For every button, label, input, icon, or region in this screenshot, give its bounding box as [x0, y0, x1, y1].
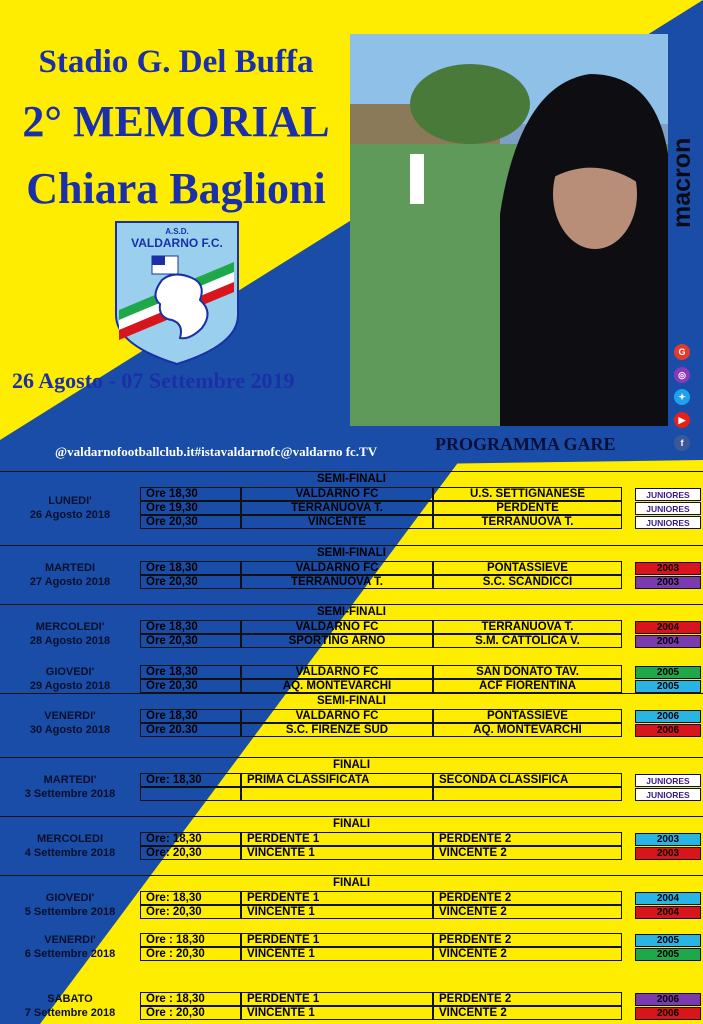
- kickoff-time: Ore 20,30: [140, 575, 241, 589]
- away-team: TERRANUOVA T.: [433, 620, 622, 634]
- category-badge: 2006: [635, 724, 701, 737]
- match-day: [0, 933, 140, 961]
- kickoff-time: Ore : 20,30: [140, 1006, 241, 1020]
- match-day: [0, 561, 140, 589]
- kickoff-time: Ore 20,30: [140, 634, 241, 648]
- kickoff-time: Ore: 18,30: [140, 773, 241, 787]
- kickoff-time: Ore 20,30: [140, 515, 241, 529]
- kickoff-time: Ore : 20,30: [140, 947, 241, 961]
- category-badge: JUNIORES: [635, 788, 701, 801]
- match-day: [0, 773, 140, 801]
- home-team: PERDENTE 1: [241, 832, 433, 846]
- away-team: S.C. SCANDICCI: [433, 575, 622, 589]
- kickoff-time: Ore 20,30: [140, 679, 241, 693]
- home-team: VINCENTE 1: [241, 905, 433, 919]
- weekday: VENERDI': [44, 710, 96, 722]
- event-dates: 26 Agosto - 07 Settembre 2019: [12, 368, 295, 393]
- category-badge: 2005: [635, 680, 701, 693]
- kickoff-time: Ore 18,30: [140, 487, 241, 501]
- away-team: PONTASSIEVE: [433, 709, 622, 723]
- macron-logo: [668, 120, 698, 230]
- match-date: 6 Settembre 2018: [24, 948, 116, 960]
- round-header: FINALI: [0, 757, 703, 773]
- away-team: S.M. CATTOLICA V.: [433, 634, 622, 648]
- category-badge: 2005: [635, 666, 701, 679]
- category-badge: 2004: [635, 635, 701, 648]
- kickoff-time: Ore 20.30: [140, 723, 241, 737]
- home-team: VALDARNO FC: [241, 561, 433, 575]
- memorial-photo: [350, 34, 668, 426]
- category-badge: 2004: [635, 906, 701, 919]
- home-team: PRIMA CLASSIFICATA: [241, 773, 433, 787]
- away-team: SECONDA CLASSIFICA: [433, 773, 622, 787]
- away-team: PERDENTE: [433, 501, 622, 515]
- away-team: TERRANUOVA T.: [433, 515, 622, 529]
- category-badge: JUNIORES: [635, 488, 701, 501]
- logo-top-text: A.S.D.: [165, 227, 189, 236]
- category-badge: JUNIORES: [635, 774, 701, 787]
- memorial-name: Chiara Baglioni: [26, 164, 326, 213]
- weekday: SABATO: [47, 993, 93, 1005]
- kickoff-time: Ore 18,30: [140, 709, 241, 723]
- category-badge: JUNIORES: [635, 516, 701, 529]
- away-team: ACF FIORENTINA: [433, 679, 622, 693]
- away-team: [433, 787, 622, 801]
- away-team: AQ. MONTEVARCHI: [433, 723, 622, 737]
- home-team: PERDENTE 1: [241, 933, 433, 947]
- home-team: SPORTING ARNO: [241, 634, 433, 648]
- kickoff-time: [140, 787, 241, 801]
- match-day: [0, 709, 140, 737]
- round-header: SEMI-FINALI: [0, 604, 703, 620]
- away-team: VINCENTE 2: [433, 1006, 622, 1020]
- round-header: FINALI: [0, 875, 703, 891]
- weekday: MERCOLEDI: [37, 833, 103, 845]
- match-date: 29 Agosto 2018: [29, 680, 111, 692]
- match-date: 30 Agosto 2018: [29, 724, 111, 736]
- kickoff-time: Ore : 18,30: [140, 992, 241, 1006]
- category-badge: 2003: [635, 562, 701, 575]
- logo-name: VALDARNO F.C.: [131, 236, 223, 250]
- kickoff-time: Ore 18,30: [140, 665, 241, 679]
- away-team: VINCENTE 2: [433, 846, 622, 860]
- stadium-title: Stadio G. Del Buffa: [38, 44, 314, 80]
- home-team: VINCENTE 1: [241, 846, 433, 860]
- weekday: MARTEDI': [43, 774, 97, 786]
- round-header: FINALI: [0, 816, 703, 832]
- memorial-title: 2° MEMORIAL: [22, 97, 330, 146]
- category-badge: 2003: [635, 847, 701, 860]
- kickoff-time: Ore 18,30: [140, 561, 241, 575]
- match-date: 5 Settembre 2018: [24, 906, 116, 918]
- home-team: VALDARNO FC: [241, 620, 433, 634]
- round-header: SEMI-FINALI: [0, 471, 703, 487]
- home-team: VINCENTE: [241, 515, 433, 529]
- home-team: VALDARNO FC: [241, 709, 433, 723]
- home-team: S.C. FIRENZE SUD: [241, 723, 433, 737]
- match-date: 3 Settembre 2018: [24, 788, 116, 800]
- category-badge: 2006: [635, 1007, 701, 1020]
- away-team: PONTASSIEVE: [433, 561, 622, 575]
- category-badge: 2003: [635, 576, 701, 589]
- program-label: PROGRAMMA GARE: [435, 434, 616, 454]
- match-date: 27 Agosto 2018: [29, 576, 111, 588]
- facebook-icon[interactable]: f: [674, 435, 690, 451]
- kickoff-time: Ore: 18,30: [140, 891, 241, 905]
- home-team: PERDENTE 1: [241, 891, 433, 905]
- weekday: LUNEDI': [48, 495, 92, 507]
- match-day: [0, 832, 140, 860]
- kickoff-time: Ore: 20,30: [140, 905, 241, 919]
- category-badge: JUNIORES: [635, 502, 701, 515]
- match-date: 7 Settembre 2018: [24, 1007, 116, 1019]
- round-header: SEMI-FINALI: [0, 693, 703, 709]
- match-day: [0, 665, 140, 693]
- kickoff-time: Ore : 18,30: [140, 933, 241, 947]
- weekday: VENERDI': [44, 934, 96, 946]
- category-badge: 2005: [635, 948, 701, 961]
- away-team: SAN DONATO TAV.: [433, 665, 622, 679]
- valdarno-logo: [114, 220, 240, 366]
- category-badge: 2004: [635, 892, 701, 905]
- match-date: 26 Agosto 2018: [29, 509, 111, 521]
- away-team: U.S. SETTIGNANESE: [433, 487, 622, 501]
- home-team: VALDARNO FC: [241, 487, 433, 501]
- category-badge: 2005: [635, 934, 701, 947]
- match-day: [0, 891, 140, 919]
- category-badge: 2006: [635, 993, 701, 1006]
- category-badge: 2006: [635, 710, 701, 723]
- home-team: [241, 787, 433, 801]
- weekday: GIOVEDI': [45, 892, 95, 904]
- youtube-icon[interactable]: ▶: [674, 412, 690, 428]
- google-plus-icon[interactable]: G: [674, 344, 690, 360]
- away-team: PERDENTE 2: [433, 891, 622, 905]
- svg-text:macron: macron: [668, 137, 696, 228]
- category-badge: 2003: [635, 833, 701, 846]
- kickoff-time: Ore 18,30: [140, 620, 241, 634]
- instagram-icon[interactable]: ◎: [674, 367, 690, 383]
- contact-handles: @valdarnofootballclub.it#istavaldarnofc@valdarno fc.TV: [55, 444, 378, 459]
- home-team: VINCENTE 1: [241, 947, 433, 961]
- match-day: [0, 992, 140, 1020]
- away-team: VINCENTE 2: [433, 947, 622, 961]
- weekday: GIOVEDI': [45, 666, 95, 678]
- away-team: VINCENTE 2: [433, 905, 622, 919]
- away-team: PERDENTE 2: [433, 992, 622, 1006]
- category-badge: 2004: [635, 621, 701, 634]
- home-team: TERRANUOVA T.: [241, 575, 433, 589]
- home-team: TERRANUOVA T.: [241, 501, 433, 515]
- home-team: VINCENTE 1: [241, 1006, 433, 1020]
- match-day: [0, 494, 140, 522]
- match-day: [0, 620, 140, 648]
- home-team: VALDARNO FC: [241, 665, 433, 679]
- home-team: PERDENTE 1: [241, 992, 433, 1006]
- match-date: 4 Settembre 2018: [24, 847, 116, 859]
- twitter-icon[interactable]: ✦: [674, 389, 690, 405]
- round-header: SEMI-FINALI: [0, 545, 703, 561]
- weekday: MARTEDI: [44, 562, 96, 574]
- kickoff-time: Ore: 20,30: [140, 846, 241, 860]
- weekday: MERCOLEDI': [35, 621, 105, 633]
- away-team: PERDENTE 2: [433, 933, 622, 947]
- kickoff-time: Ore 19,30: [140, 501, 241, 515]
- away-team: PERDENTE 2: [433, 832, 622, 846]
- kickoff-time: Ore: 18,30: [140, 832, 241, 846]
- home-team: AQ. MONTEVARCHI: [241, 679, 433, 693]
- match-date: 28 Agosto 2018: [29, 635, 111, 647]
